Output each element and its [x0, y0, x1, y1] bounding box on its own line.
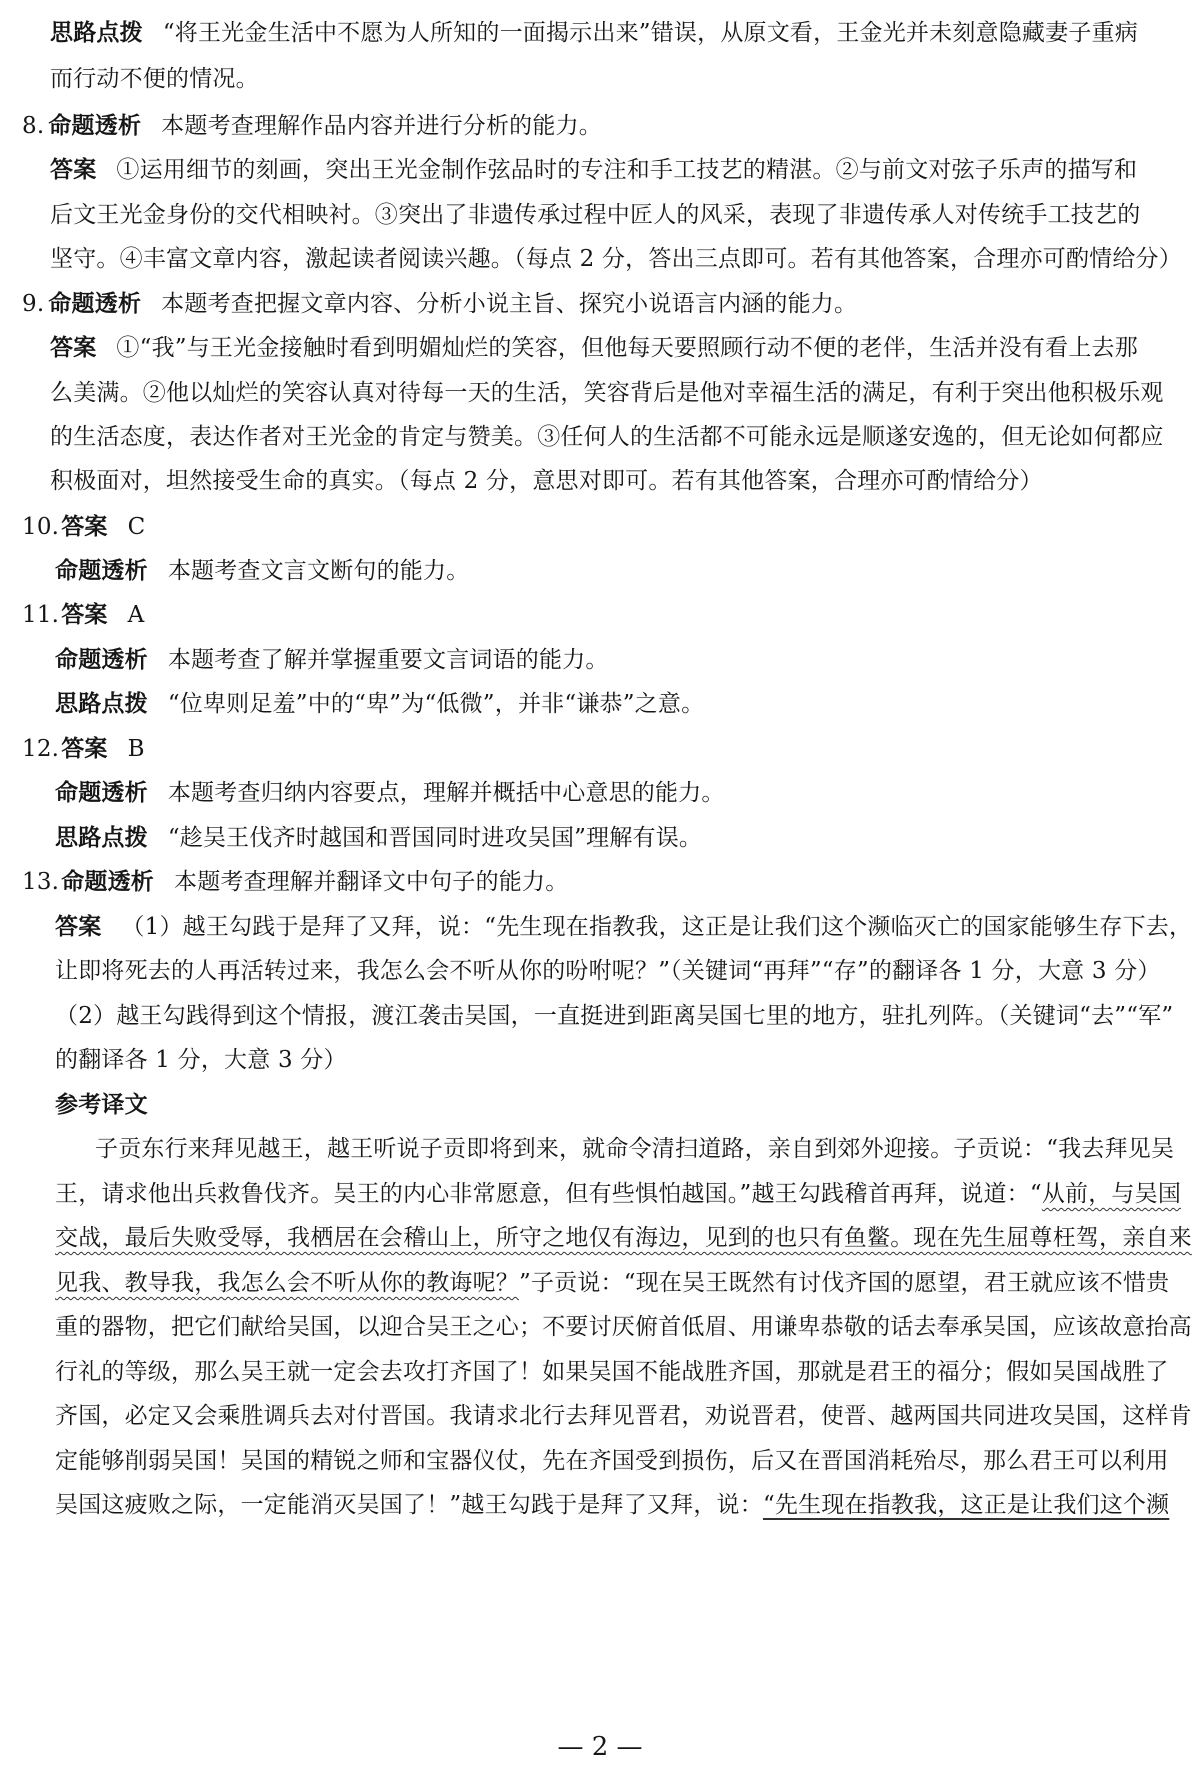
q13-answer-line-1 [55, 912, 1192, 942]
q10-number: 10. [22, 514, 60, 540]
q13-analysis-line [22, 867, 568, 897]
q9-answer-line-3: 的生活态度，表达作者对王光金的肯定与赞美。③任何人的生活都不可能永远是顺遂安逸的，但无论如何都应 [50, 424, 1164, 450]
translation-line-2-plain: 王，请求他出兵救鲁伐齐。吴王的内心非常愿意，但有些惧怕越国。”越王勾践稽首再拜，说道：“ [55, 1181, 1042, 1207]
q9-analysis-label: 命题透析 [48, 291, 142, 317]
q7-hint-label: 思路点拨 [50, 20, 143, 46]
q13-answer-line-4: 的翻译各 1 分，大意 3 分） [55, 1047, 347, 1073]
translation-line-9-underlined: “先生现在指教我，这正是让我们这个濒 [762, 1492, 1170, 1518]
q11-answer-line [22, 600, 144, 630]
page-number: — 2 — [557, 1732, 643, 1762]
q11-hint-text: “位卑则足羞”中的“卑”为“低微”，并非“谦恭”之意。 [167, 691, 705, 717]
translation-line-1: 子贡东行来拜见越王，越王听说子贡即将到来，就命令清扫道路，亲自到郊外迎接。子贡说：“我去拜见吴 [95, 1136, 1175, 1162]
translation-line-3-wavy: 交战，最后失败受辱，我栖居在会稽山上，所守之地仅有海边，见到的也只有鱼鳖。现在先生屈尊枉驾，亲自来 [55, 1225, 1192, 1251]
translation-title [55, 1090, 168, 1120]
q9-answer-label: 答案 [50, 335, 97, 361]
q10-analysis-label: 命题透析 [55, 558, 148, 584]
q10-answer-line [22, 512, 145, 542]
q12-hint-label: 思路点拨 [55, 825, 148, 851]
q11-analysis-text: 本题考查了解并掌握重要文言词语的能力。 [167, 647, 609, 673]
q13-analysis-text: 本题考查理解并翻译文中句子的能力。 [174, 869, 569, 895]
q8-analysis-line [22, 111, 602, 141]
translation-line-6: 行礼的等级，那么吴王就一定会去攻打齐国了！如果吴国不能战胜齐国，那就是君王的福分；假如吴国战胜了 [55, 1359, 1169, 1385]
q11-analysis-line [55, 645, 609, 675]
q9-answer-line-4: 积极面对，坦然接受生命的真实。（每点 2 分，意思对即可。若有其他答案，合理亦可酌情给分） [50, 468, 1043, 494]
q10-answer-label: 答案 [61, 514, 108, 540]
q8-analysis-text: 本题考查理解作品内容并进行分析的能力。 [161, 113, 602, 139]
q11-hint-label: 思路点拨 [55, 691, 148, 717]
q9-answer-line-2: 么美满。②他以灿烂的笑容认真对待每一天的生活，笑容背后是他对幸福生活的满足，有利于突出他积极乐观 [50, 380, 1164, 406]
q7-hint-line-2: 而行动不便的情况。 [50, 66, 259, 92]
translation-line-7: 齐国，必定又会乘胜调兵去对付晋国。我请求北行去拜见晋君，劝说晋君，使晋、越两国共同进攻吴国，这样肯 [55, 1403, 1192, 1429]
q11-answer-value: A [127, 602, 145, 628]
translation-line-2 [55, 1179, 1181, 1209]
q9-analysis-text: 本题考查把握文章内容、分析小说主旨、探究小说语言内涵的能力。 [161, 291, 858, 317]
q8-answer-text-1: ①运用细节的刻画，突出王光金制作弦品时的专注和手工技艺的精湛。②与前文对弦子乐声的描写和 [116, 157, 1138, 183]
q12-answer-value: B [127, 736, 145, 762]
translation-line-4 [55, 1268, 1169, 1298]
q12-analysis-line [55, 778, 725, 808]
q8-answer-line-3: 坚守。④丰富文章内容，激起读者阅读兴趣。（每点 2 分，答出三点即可。若有其他答案，合理亦可酌情给分） [50, 246, 1182, 272]
q13-answer-text-1: （1）越王勾践于是拜了又拜，说：“先生现在指教我，这正是让我们这个濒临灭亡的国家能够生存下去， [121, 914, 1193, 940]
q11-analysis-label: 命题透析 [55, 647, 148, 673]
translation-line-4-plain: ”子贡说：“现在吴王既然有讨伐齐国的愿望，君王就应该不惜贵 [519, 1270, 1170, 1296]
q7-hint-line [50, 18, 1138, 48]
translation-line-9 [55, 1490, 1169, 1520]
q11-number: 11. [22, 602, 60, 628]
q9-answer-line-1 [50, 333, 1138, 363]
q12-analysis-label: 命题透析 [55, 780, 148, 806]
q8-number: 8. [22, 113, 45, 139]
q12-analysis-text: 本题考查归纳内容要点，理解并概括中心意思的能力。 [167, 780, 725, 806]
q9-number: 9. [22, 291, 45, 317]
translation-line-9-plain: 吴国这疲败之际，一定能消灭吴国了！”越王勾践于是拜了又拜，说： [55, 1492, 763, 1518]
q13-answer-label: 答案 [55, 914, 102, 940]
translation-line-5: 重的器物，把它们献给吴国，以迎合吴王之心；不要讨厌俯首低眉、用谦卑恭敬的话去奉承吴国，应该故意抬高 [55, 1314, 1192, 1340]
q12-hint-line [55, 823, 702, 853]
q13-analysis-label: 命题透析 [61, 869, 154, 895]
q11-answer-label: 答案 [61, 602, 108, 628]
q12-answer-line [22, 734, 145, 764]
translation-title-label: 参考译文 [55, 1092, 148, 1118]
q13-number: 13. [22, 869, 60, 895]
q8-analysis-label: 命题透析 [48, 113, 142, 139]
q12-answer-label: 答案 [61, 736, 108, 762]
q10-analysis-line [55, 556, 469, 586]
translation-line-8: 定能够削弱吴国！吴国的精锐之师和宝器仪仗，先在齐国受到损伤，后又在晋国消耗殆尽，那么君王可以利用 [55, 1448, 1169, 1474]
q12-number: 12. [22, 736, 60, 762]
translation-line-4-wavy: 见我、教导我，我怎么会不听从你的教诲呢？ [55, 1270, 519, 1296]
q10-analysis-text: 本题考查文言文断句的能力。 [167, 558, 470, 584]
q9-answer-text-1: ①“我”与王光金接触时看到明媚灿烂的笑容，但他每天要照顾行动不便的老伴，生活并没有看上去那 [116, 335, 1138, 361]
q8-answer-label: 答案 [50, 157, 97, 183]
q13-answer-line-2: 让即将死去的人再活转过来，我怎么会不听从你的吩咐呢？”（关键词“再拜”“存”的翻译各 1 分，大意 3 分） [55, 958, 1161, 984]
q13-answer-line-3: （2）越王勾践得到这个情报，渡江袭击吴国，一直挺进到距离吴国七里的地方，驻扎列阵。（关键词“去”“军” [55, 1003, 1174, 1029]
q11-hint-line [55, 689, 704, 719]
q10-answer-value: C [127, 514, 146, 540]
translation-line-2-wavy: 从前，与吴国 [1041, 1181, 1182, 1207]
q8-answer-line-2: 后文王光金身份的交代相映衬。③突出了非遗传承过程中匠人的风采，表现了非遗传承人对传统手工技艺的 [50, 202, 1141, 228]
translation-line-3 [55, 1223, 1192, 1253]
q9-analysis-line [22, 289, 857, 319]
q8-answer-line-1 [50, 155, 1137, 185]
q7-hint-text: “将王光金生活中不愿为人所知的一面揭示出来”错误，从原文看，王金光并未刻意隐藏妻子重病 [162, 20, 1138, 46]
q12-hint-text: “趁吴王伐齐时越国和晋国同时进攻吴国”理解有误。 [167, 825, 703, 851]
